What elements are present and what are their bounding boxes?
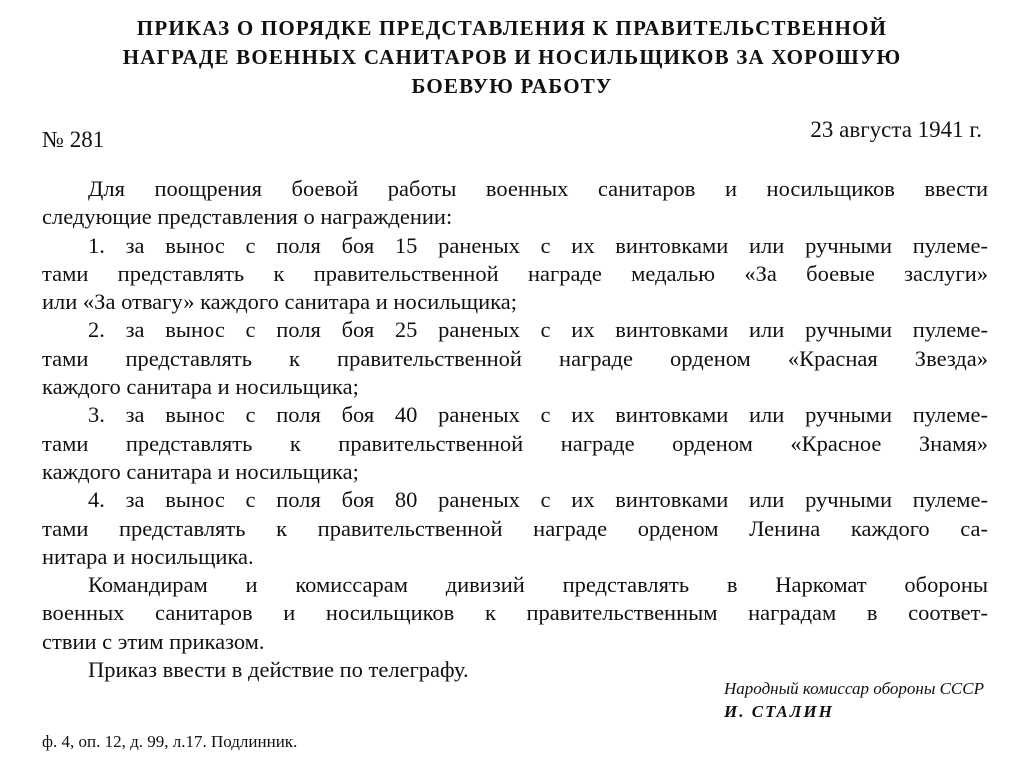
document-body — [42, 175, 988, 684]
title-line: БОЕВУЮ РАБОТУ — [411, 74, 613, 98]
body-line: каждого санитара и носильщика; — [42, 458, 359, 484]
order-date: 23 августа 1941 г. — [810, 117, 982, 142]
body-line: тами представлять к правительственной награде орденом «Красное Знамя» — [42, 430, 988, 456]
order-number: № 281 — [42, 127, 105, 152]
document-title — [60, 14, 964, 101]
signature-name: И. СТАЛИН — [724, 702, 834, 721]
body-line: тами представлять к правительственной награде орденом Ленина каждого са- — [42, 515, 988, 541]
body-line: Приказ ввести в действие по телеграфу. — [88, 657, 469, 683]
signature-block — [724, 677, 984, 723]
title-line: ПРИКАЗ О ПОРЯДКЕ ПРЕДСТАВЛЕНИЯ К ПРАВИТЕЛЬСТВЕННОЙ — [136, 16, 888, 40]
body-line: 1. за вынос с поля боя 15 раненых с их винтовками или ручными пулеме- — [88, 232, 988, 258]
body-line: 3. за вынос с поля боя 40 раненых с их винтовками или ручными пулеме- — [88, 402, 988, 428]
body-line: 4. за вынос с поля боя 80 раненых с их винтовками или ручными пулеме- — [88, 487, 988, 513]
body-line: 2. за вынос с поля боя 25 раненых с их винтовками или ручными пулеме- — [88, 317, 988, 343]
body-line: или «За отвагу» каждого санитара и носильщика; — [42, 289, 517, 315]
signature-position: Народный комиссар обороны СССР — [724, 679, 984, 698]
title-line: НАГРАДЕ ВОЕННЫХ САНИТАРОВ И НОСИЛЬЩИКОВ ЗА ХОРОШУЮ — [122, 45, 902, 69]
body-line: ствии с этим приказом. — [42, 628, 265, 654]
body-line: нитара и носильщика. — [42, 543, 254, 569]
body-line: военных санитаров и носильщиков к правительственным наградам в соответ- — [42, 600, 988, 626]
body-line: Командирам и комиссарам дивизий представлять в Наркомат обороны — [88, 572, 988, 598]
body-line: тами представлять к правительственной награде орденом «Красная Звезда» — [42, 345, 988, 371]
body-line: Для поощрения боевой работы военных санитаров и носильщиков ввести — [88, 176, 988, 201]
body-line: каждого санитара и носильщика; — [42, 374, 359, 400]
archive-reference: ф. 4, оп. 12, д. 99, л.17. Подлинник. — [42, 732, 298, 751]
body-line: следующие представления о награждении: — [42, 204, 453, 230]
body-line: тами представлять к правительственной награде медалью «За боевые заслуги» — [42, 260, 988, 286]
